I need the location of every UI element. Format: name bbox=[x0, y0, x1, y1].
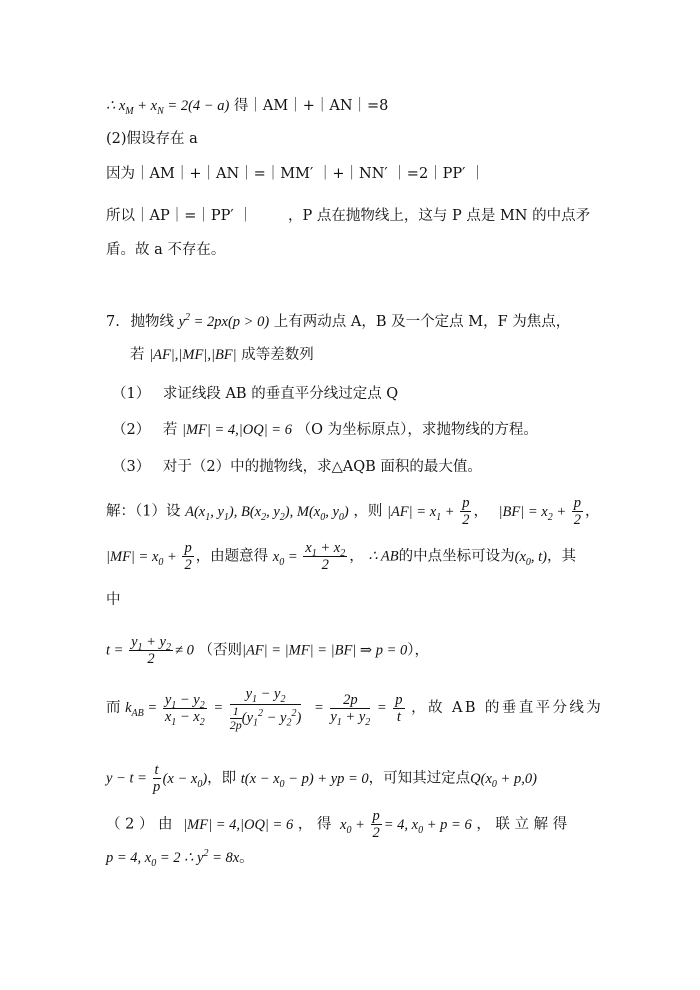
solution-line-5: 而 $k_{AB}$ = $\frac{y_1 - y_2}{x_1 - x_2}$ = $y_1 - y_2$ $\frac{1}{2p}$ $(y_1^2 - y_2^2)$ = $\frac{2p}{y_1 + y_2}$ = $\frac{p}{t}$ ，故 AB 的垂直平分线为 bbox=[106, 686, 604, 732]
sol-a2: ，则 bbox=[353, 503, 383, 520]
q7-equation: $y^2 = 2px(p > 0)$ bbox=[178, 312, 270, 330]
sol-a3: ， bbox=[473, 503, 488, 520]
q7-cond-eq: |AF|,|MF|,|BF| bbox=[149, 347, 237, 363]
line-therefore-sum: ∴ $x_M + x_N = 2(4 - a)$ 得｜AM｜+｜AN｜=8 bbox=[106, 98, 389, 117]
frac-t-p: $\frac{t}{p}$ bbox=[152, 762, 161, 795]
frac-slope-1: $\frac{y_1 - y_2}{x_1 - x_2}$ bbox=[164, 691, 205, 728]
solution-line-3: 中 bbox=[106, 592, 121, 608]
part-3-text: 对于（2）中的抛物线，求△AQB 面积的最大值。 bbox=[162, 459, 482, 475]
line-assume: (2)假设存在 a bbox=[106, 131, 198, 147]
sol-g1: （ 2 ） 由 bbox=[106, 816, 173, 833]
sol-f2: ，可知其过定点 bbox=[368, 770, 471, 787]
part-2-eq: |MF| = 4,|OQ| = 6 bbox=[181, 422, 292, 438]
line1-text: 得｜AM｜+｜AN｜=8 bbox=[233, 98, 389, 114]
sol-b4: ，其 bbox=[547, 548, 576, 565]
part-1-text: 求证线段 AB 的垂直平分线过定点 Q bbox=[162, 386, 399, 402]
sol-d2: ）， bbox=[407, 642, 429, 659]
solution-line-4: t = $\frac{y_1 + y_2}{2}$ ≠ 0 （否则|AF| = |MF| = |BF| ⇒ p = 0）， bbox=[106, 634, 429, 667]
sol-h1: 。 bbox=[239, 850, 254, 866]
frac-y1y2: $\frac{y_1 + y_2}{2}$ bbox=[131, 634, 171, 667]
sol-a1: 解：（1）设 bbox=[106, 503, 181, 520]
sol-f1: ，即 bbox=[207, 770, 237, 787]
solution-line-1: 解：（1）设 $A(x_1$, $y_1$), $B(x_2$, $y_2$), $M(x_0$, $y_0$) ，则 $|AF| = x_1$ + $\frac{p}{2}$ ， $|BF| = x_2$ + $\frac{p}{2}$ ， bbox=[106, 495, 600, 528]
part-2-label: （2） bbox=[112, 422, 151, 438]
line4-part-a: 所以｜AP｜=｜PP′ ｜ bbox=[106, 208, 253, 224]
q7-cond-b: 成等差数列 bbox=[241, 347, 314, 363]
sol-b2: ， bbox=[349, 548, 364, 565]
line-because: 因为｜AM｜+｜AN｜=｜MM′ ｜+｜NN′ ｜=2｜PP′ ｜ bbox=[106, 166, 485, 182]
solution-line-8: p = 4, $x_0 = 2$ ∴ $y^2 = 8x$。 bbox=[106, 848, 254, 869]
q7-part-2 bbox=[112, 420, 538, 440]
line-contradiction: 盾。故 a 不存在。 bbox=[106, 242, 226, 258]
sol-e2: ，故 AB 的垂直平分线为 bbox=[411, 700, 604, 716]
question-number: 7. bbox=[106, 314, 120, 330]
q7-condition bbox=[130, 345, 314, 365]
frac-p-2: $\frac{p}{2}$ bbox=[573, 495, 582, 528]
q7-lead: 抛物线 bbox=[130, 314, 174, 330]
q7-cond-a: 若 bbox=[130, 347, 145, 363]
frac-p-2: $\frac{p}{2}$ bbox=[372, 808, 380, 841]
sol-b3: 的中点坐标可设为 bbox=[398, 548, 515, 565]
q7-part-1 bbox=[112, 384, 398, 404]
sol-b1: ，由题意得 bbox=[195, 548, 269, 565]
solution-line-7: （ 2 ） 由 |MF| = 4,|OQ| = 6 ， 得 $x_0$ + $\frac{p}{2}$ = 4, $x_0 + p = 6$ ， 联 立 解 得 bbox=[106, 808, 568, 841]
line4-part-b: ，P 点在抛物线上，这与 P 点是 MN 的中点矛 bbox=[288, 208, 591, 224]
part-1-label: （1） bbox=[112, 386, 151, 402]
question-7 bbox=[106, 312, 570, 332]
part-3-label: （3） bbox=[112, 459, 151, 475]
frac-x1x2: $\frac{x_1 + x_2}{2}$ bbox=[305, 540, 346, 573]
frac-p-2: $\frac{p}{2}$ bbox=[462, 495, 470, 528]
frac-p-2: $\frac{p}{2}$ bbox=[184, 540, 192, 573]
sol-d1: （否则 bbox=[198, 642, 242, 659]
sol-a4: ， bbox=[585, 503, 600, 520]
frac-slope-2: $y_1 - y_2$ $\frac{1}{2p}$ $(y_1^2 - y_2^2)$ bbox=[229, 686, 302, 732]
part-2-a: 若 bbox=[162, 422, 178, 438]
sol-g3: ， 联 立 解 得 bbox=[476, 816, 568, 833]
solution-line-6: y − t = $\frac{t}{p}$ $(x - x_0)$，即 $t(x - x_0 - p)$ + yp = 0，可知其过定点$Q(x_0 + p,0)$ bbox=[106, 762, 537, 795]
q7-part-3 bbox=[112, 457, 482, 477]
solution-line-2: $|MF| = x_0$ + $\frac{p}{2}$ ，由题意得 $x_0$ = $\frac{x_1 + x_2}{2}$ ， ∴ AB的中点坐标可设为($x_0$, t)，其 bbox=[106, 540, 576, 573]
sol-e1: 而 bbox=[106, 700, 121, 716]
line-so bbox=[106, 206, 590, 226]
frac-p-t: $\frac{p}{t}$ bbox=[395, 691, 403, 725]
q7-rest: 上有两动点 A，B 及一个定点 M，F 为焦点， bbox=[273, 314, 571, 330]
frac-slope-3: $\frac{2p}{y_1 + y_2}$ bbox=[330, 691, 371, 728]
part-2-b: （O 为坐标原点），求抛物线的方程。 bbox=[296, 422, 538, 438]
sol-g2: ， 得 bbox=[297, 816, 332, 833]
